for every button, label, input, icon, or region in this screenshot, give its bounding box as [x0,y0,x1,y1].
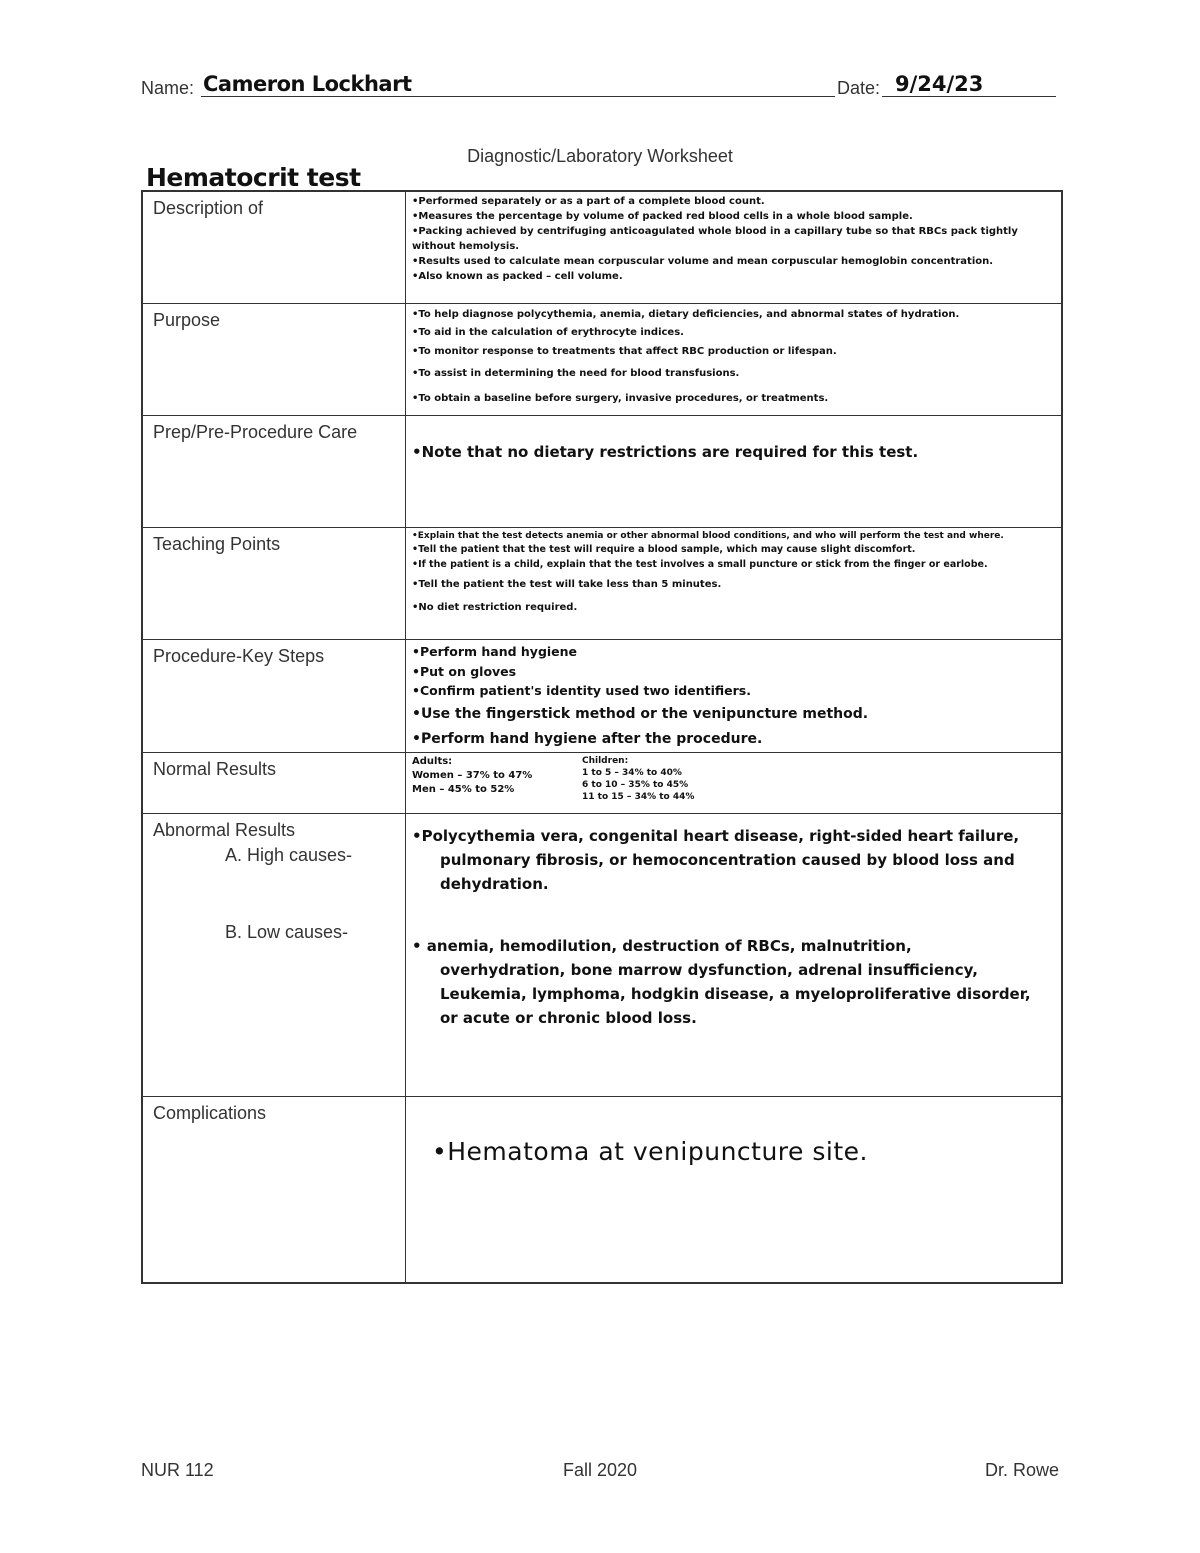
worksheet-table [141,190,1063,1284]
row-content [406,814,1061,1096]
row-label: Teaching Points [143,528,406,639]
list-item: pulmonary fibrosis, or hemoconcentration caused by blood loss and [440,851,1015,869]
low-causes-label: B. Low causes- [225,922,349,942]
list-item: •Packing achieved by centrifuging anticoagulated whole blood in a capillary tube so that RBCs pack tightly [412,226,1018,237]
list-item: •Perform hand hygiene [412,644,578,659]
date-label: Date: [837,78,881,98]
row-content [406,416,1061,527]
children-column [582,755,752,803]
name-label: Name: [141,78,195,98]
page-footer [141,1460,1059,1484]
list-item: •Use the fingerstick method or the venipuncture method. [412,706,869,722]
name-value: Cameron Lockhart [203,72,412,96]
list-item: overhydration, bone marrow dysfunction, adrenal insufficiency, [440,961,978,979]
date-underline [889,96,1056,97]
row-prep [143,415,1061,527]
list-item: •Note that no dietary restrictions are required for this test. [412,443,919,461]
high-causes-label: A. High causes- [225,845,353,865]
list-item: •To help diagnose polycythemia, anemia, dietary deficiencies, and abnormal states of hydration. [412,309,960,320]
row-label: Abnormal Results [153,820,296,840]
row-content [406,753,1061,813]
list-item: •Put on gloves [412,664,517,679]
list-item: •Tell the patient the test will take less than 5 minutes. [412,579,722,590]
row-purpose [143,303,1061,415]
row-content [406,528,1061,639]
footer-course: NUR 112 [141,1460,214,1480]
list-item: 1 to 5 – 34% to 40% [582,768,682,778]
list-item: •To obtain a baseline before surgery, invasive procedures, or treatments. [412,393,829,404]
row-complications [143,1096,1061,1282]
list-item: or acute or chronic blood loss. [440,1009,697,1027]
list-item: Children: [582,756,629,766]
row-content [406,1097,1061,1282]
row-label: Purpose [143,304,406,415]
date-value: 9/24/23 [895,72,984,96]
list-item: •To assist in determining the need for blood transfusions. [412,368,740,379]
list-item: •Also known as packed – cell volume. [412,271,623,282]
row-normal [143,752,1061,813]
list-item: dehydration. [440,875,549,893]
row-label: Procedure-Key Steps [143,640,406,752]
row-content [406,640,1061,752]
list-item: •If the patient is a child, explain that the test involves a small puncture or stick from the finger or earlobe. [412,559,988,570]
list-item: 11 to 15 – 34% to 44% [582,792,695,802]
test-name: Hematocrit test [146,163,361,192]
header-row [141,72,1056,102]
row-content [406,192,1061,303]
normal-values [412,755,1057,803]
low-causes-text [412,934,1057,1030]
list-item: •Performed separately or as a part of a complete blood count. [412,196,765,207]
list-item: •Measures the percentage by volume of packed red blood cells in a whole blood sample. [412,211,913,222]
row-label: Complications [143,1097,406,1282]
adults-column [412,755,582,803]
row-description [143,192,1061,303]
list-item: Women – 37% to 47% [412,770,533,781]
list-item: • anemia, hemodilution, destruction of RBCs, malnutrition, [412,937,912,955]
row-procedure [143,639,1061,752]
row-teaching [143,527,1061,639]
footer-instructor: Dr. Rowe [984,1460,1059,1480]
list-item: •Explain that the test detects anemia or other abnormal blood conditions, and who will perform the test and where. [412,531,1004,541]
row-content [406,304,1061,415]
list-item: •Results used to calculate mean corpuscular volume and mean corpuscular hemoglobin concentration. [412,256,994,267]
list-item: Leukemia, lymphoma, hodgkin disease, a myeloproliferative disorder, [440,985,1031,1003]
footer-term: Fall 2020 [562,1460,638,1480]
list-item: 6 to 10 – 35% to 45% [582,780,689,790]
row-label-group [143,814,406,1096]
row-label: Prep/Pre-Procedure Care [143,416,406,527]
worksheet-title: Diagnostic/Laboratory Worksheet [467,146,733,166]
row-abnormal [143,813,1061,1096]
list-item: •Perform hand hygiene after the procedure. [412,731,763,747]
list-item: Men – 45% to 52% [412,784,515,795]
list-item: •No diet restriction required. [412,602,578,613]
list-item: •Polycythemia vera, congenital heart disease, right-sided heart failure, [412,827,1020,845]
list-item: without hemolysis. [412,241,520,252]
list-item: •Hematoma at venipuncture site. [432,1137,868,1166]
list-item: •To monitor response to treatments that affect RBC production or lifespan. [412,346,837,357]
high-causes-text [412,824,1057,896]
row-label: Normal Results [143,753,406,813]
list-item: Adults: [412,756,453,767]
list-item: •Tell the patient that the test will require a blood sample, which may cause slight discomfort. [412,544,916,555]
list-item: •To aid in the calculation of erythrocyte indices. [412,327,684,338]
list-item: •Confirm patient's identity used two identifiers. [412,683,751,698]
row-label: Description of [143,192,406,303]
